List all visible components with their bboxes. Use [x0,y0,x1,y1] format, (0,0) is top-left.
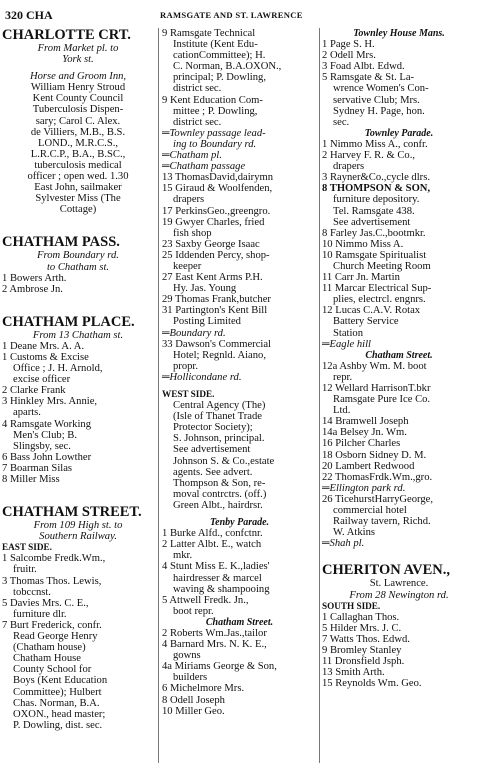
directory-line: 9 Ramsgate Technical [162,28,256,39]
directory-line: 2 Odell Mrs. [322,50,376,62]
spacer [2,485,154,499]
directory-line: From 13 Chatham st. [32,329,124,341]
directory-line: Ltd. [333,405,351,417]
directory-line: 15 Giraud & Woolfenden, [162,183,273,195]
directory-line: 6 Michelmore Mrs. [162,683,245,695]
spacer [322,549,476,563]
directory-line: 5 Attwell Fredk. Jn., [162,594,249,606]
street-heading: CHARLOTTE CRT. [2,28,131,43]
side-label: EAST SIDE. [2,542,52,553]
directory-line: 5 Hilder Mrs. J. C. [322,622,402,634]
directory-line: Hy. Jas. Young [173,283,237,295]
directory-line: 8 THOMPSON & SON, [322,183,431,195]
directory-line: 10 Ramsgate Spiritualist [322,249,427,261]
directory-line: mittee ; P. Dowling, [173,105,258,117]
page-header [0,8,477,26]
directory-line: 11 Dronsfield Jsph. [322,656,405,668]
directory-line: agents. See advert. [173,466,253,478]
directory-line: 27 East Kent Arms P.H. [162,272,263,284]
directory-line: 29 Thomas Frank,butcher [162,294,271,306]
directory-line: boot repr. [173,605,214,617]
directory-line: 1 Nimmo Miss A., confr. [322,138,428,150]
directory-line: 11 Carr Jn. Martin [322,272,400,284]
directory-line: waving & shampooing [173,583,270,595]
side-label: SOUTH SIDE. [322,600,381,611]
directory-line: From 109 High st. to [33,520,123,532]
directory-line: 4 Ramsgate Working [2,418,91,430]
side-label: WEST SIDE. [162,389,215,399]
directory-line: ═ Eagle hill [322,339,476,350]
directory-line: Kent County Council [32,93,124,105]
directory-line: plies, electrcl. engnrs. [333,294,426,306]
directory-line: wrence Women's Con- [333,83,429,95]
sub-heading: Townley Parade. [364,127,434,139]
directory-line: district sec. [173,116,222,128]
directory-line: 16 Pilcher Charles [322,438,401,450]
directory-line: Church Meeting Room [333,260,431,272]
directory-line: ═ Shah pl. [322,538,476,549]
directory-line: 8 Miller Miss [2,474,60,485]
directory-line: East John, sailmaker [34,182,122,194]
spacer [2,215,154,229]
directory-line: Horse and Groom Inn, [29,71,127,83]
directory-line: Thompson & Son, re- [173,477,266,489]
directory-line: 1 Page S. H. [322,39,375,51]
directory-line: Green Albt., hairdrsr. [173,499,263,511]
directory-line: 7 Boarman Silas [2,462,73,474]
directory-line: ═ Ellington park rd. [322,483,476,494]
directory-line: 8 Odell Joseph [162,694,225,706]
directory-line: Chas. Norman, B.A. [13,697,100,709]
directory-line: 15 Reynolds Wm. Geo. [322,678,422,690]
directory-line: 26 TicehurstHarryGeorge, [322,493,434,505]
page-number-prefix: 320 CHA [5,8,53,22]
directory-line: ═ Hollicondane rd. [162,372,317,383]
directory-line: Tuberculosis Dispen- [32,104,124,116]
directory-line: 14 Bramwell Joseph [322,416,409,428]
directory-line: LOND., M.R.C.S., [37,137,119,149]
directory-line: 2 Latter Albt. E., watch [162,539,262,551]
directory-line: 14a Belsey Jn. Wm. [322,427,407,439]
directory-line: Slingsby, sec. [13,440,71,452]
directory-line: S. Johnson, principal. [173,433,265,445]
directory-line: 2 Ambrose Jn. [2,283,63,295]
directory-line: builders [173,672,208,684]
directory-line: P. Dowling, dist. sec. [13,719,103,731]
directory-line: 2 Roberts Wm.Jas.,tailor [162,627,267,639]
directory-line: drapers [333,161,365,173]
directory-line: C. Norman, B.A.OXON., [173,61,282,73]
directory-line: keeper [173,260,202,272]
directory-line: propr. [173,360,199,372]
directory-line: Read George Henry [13,631,98,643]
directory-line: servative Club; Mrs. [333,94,420,106]
directory-line: 18 Osborn Sidney D. M. [322,449,427,461]
directory-line: Cottage) [59,204,97,216]
sub-heading: Chatham Street. [205,616,274,628]
sub-heading: Townley House Mans. [353,28,445,39]
directory-line: Men's Club; B. [13,429,78,441]
directory-line: Office ; J. H. Arnold, [13,363,103,375]
directory-line: Posting Limited [173,316,241,328]
street-heading: CHATHAM PLACE. [2,314,135,330]
directory-line: 3 Hinkley Mrs. Annie, [2,396,98,408]
directory-line: L.R.C.P., B.A., B.SC., [30,148,126,160]
directory-line: fruitr. [13,564,37,576]
directory-line: 1 Burke Alfd., confctnr. [162,528,263,540]
directory-line: (Isle of Thanet Trade [173,411,262,423]
directory-line: mkr. [173,550,193,562]
directory-line: Southern Railway. [39,531,117,543]
directory-line: ing to Boundary rd. [173,138,257,150]
directory-line: Sydney H. Page, hon. [333,105,425,117]
sub-heading: Tenby Parade. [209,517,270,529]
directory-line: Protector Society); [173,422,253,434]
directory-line: excise officer [13,374,71,386]
directory-line: Chatham House [13,653,81,665]
directory-line: 1 Deane Mrs. A. A. [2,340,85,352]
directory-line: 1 Customs & Excise [2,351,89,363]
column-2 [162,28,317,766]
street-heading: CHATHAM PASS. [2,235,120,251]
directory-line: 6 Bass John Lowther [2,451,92,463]
directory-line: (Chatham house) [13,642,86,654]
directory-line: Tel. Ramsgate 438. [333,205,415,217]
directory-line: 7 Burt Frederick, confr. [2,619,102,631]
spacer [2,295,154,309]
directory-line: Boys (Kent Education [13,675,108,687]
directory-line: 22 ThomasFrdk.Wm.,gro. [322,471,433,483]
directory-line: tobccnst. [13,586,51,598]
directory-line: sary; Carol C. Alex. [35,115,121,127]
directory-line: 3 Rayner&Co.,cycle dlrs. [322,172,430,184]
directory-line: 2 Clarke Frank [2,385,66,397]
directory-line: 12a Ashby Wm. M. boot [322,360,427,372]
directory-line: fish shop [173,227,212,239]
directory-line: district sec. [173,83,222,95]
directory-line: moval contrctrs. (off.) [173,488,267,500]
directory-line: 7 Watts Thos. Edwd. [322,633,410,645]
directory-line: Committee); Hulbert [13,686,102,698]
directory-line: officer ; open wed. 1.30 [27,171,129,183]
directory-line: drapers [173,194,205,206]
directory-line: 5 Ramsgate & St. La- [322,72,415,84]
sub-heading: Chatham Street. [365,349,433,361]
directory-line: ═ Chatham passage [162,161,317,172]
directory-line: ═ Chatham pl. [162,150,317,161]
directory-line: York st. [62,54,94,66]
directory-line: 33 Dawson's Commercial [162,338,272,350]
directory-line: aparts. [13,407,41,419]
directory-line: Sylvester Miss (The [35,193,121,205]
directory-line: gowns [173,650,201,662]
directory-line: OXON., head master; [13,708,106,720]
directory-line: Johnson S. & Co.,estate [173,455,275,467]
directory-line: See advertisement [333,216,411,228]
directory-line: 3 Foad Albt. Edwd. [322,61,405,73]
directory-line: County School for [13,664,92,676]
directory-line: Institute (Kent Edu- [173,39,258,51]
directory-line: repr. [333,371,353,383]
directory-line: From Market pl. to [37,43,119,54]
directory-line: Hotel; Regnld. Aiano, [173,349,266,361]
directory-line: 25 Iddenden Percy, shop- [162,249,270,261]
directory-line: 9 Bromley Stanley [322,644,402,656]
directory-line: 10 Nimmo Miss A. [322,238,404,250]
directory-line: 3 Thomas Thos. Lewis, [2,575,102,587]
directory-line: Station [333,327,364,339]
directory-line: 1 Salcombe Fredk.Wm., [2,553,106,565]
directory-line: 13 ThomasDavid,dairymn [162,172,274,184]
column-1 [2,28,154,766]
directory-line: From 28 Newington rd. [349,589,449,601]
directory-line: principal; P. Dowling, [173,72,266,84]
directory-line: 2 Harvey F. R. & Co., [322,150,416,162]
street-heading: CHERITON AVEN., [322,563,450,579]
directory-line: commercial hotel [333,505,407,517]
directory-line: From Boundary rd. [37,250,119,262]
directory-line: Railway tavern, Richd. [333,516,431,528]
directory-line: William Henry Stroud [30,82,126,94]
directory-line: 8 Farley Jas.C.,bootmkr. [322,227,426,239]
directory-line: 19 Gwyer Charles, fried [162,216,265,228]
column-divider [158,28,159,763]
directory-line: 12 Wellard HarrisonT.bkr [322,383,431,394]
directory-line: hairdresser & marcel [173,572,262,584]
directory-line: furniture dlr. [13,608,67,620]
directory-line: tuberculosis medical [34,159,122,171]
directory-line: 1 Bowers Arth. [2,272,67,284]
directory-line: furniture depository. [333,194,420,206]
directory-line: ═ Boundary rd. [162,328,317,339]
column-3 [322,28,476,766]
directory-line: 11 Marcar Electrical Sup- [322,283,432,295]
directory-line: Ramsgate Pure Ice Co. [333,394,431,406]
directory-line: Battery Service [333,316,399,328]
directory-line: 20 Lambert Redwood [322,460,415,472]
street-heading: CHATHAM STREET. [2,505,142,521]
directory-line: See advertisement [173,444,251,456]
directory-line: 1 Callaghan Thos. [322,611,400,623]
running-title: RAMSGATE AND ST. LAWRENCE [160,10,303,20]
directory-line: 9 Kent Education Com- [162,94,263,106]
column-divider [319,28,320,763]
directory-line: 13 Smith Arth. [322,667,385,679]
directory-line: de Villiers, M.B., B.S. [30,126,126,138]
directory-line: 12 Lucas C.A.V. Rotax [322,305,421,317]
directory-line: to Chatham st. [46,261,110,273]
directory-line: 4a Miriams George & Son, [162,661,277,673]
directory-line: 23 Saxby George Isaac [162,238,260,250]
directory-line: 17 PerkinsGeo.,greengro. [162,205,271,217]
directory-line: 4 Barnard Mrs. N. K. E., [162,639,267,651]
directory-line: ═ Townley passage lead- [162,128,317,139]
directory-line: 4 Stunt Miss E. K.,ladies' [162,561,270,573]
directory-line: St. Lawrence. [369,578,429,590]
directory-line: W. Atkins [333,527,375,539]
directory-line: 31 Partington's Kent Bill [162,305,268,317]
directory-line: 10 Miller Geo. [162,705,225,717]
directory-line: Central Agency (The) [173,400,266,412]
directory-line: 5 Davies Mrs. C. E., [2,597,89,609]
directory-line: cationCommittee); H. [173,50,266,62]
directory-line: sec. [333,116,350,128]
